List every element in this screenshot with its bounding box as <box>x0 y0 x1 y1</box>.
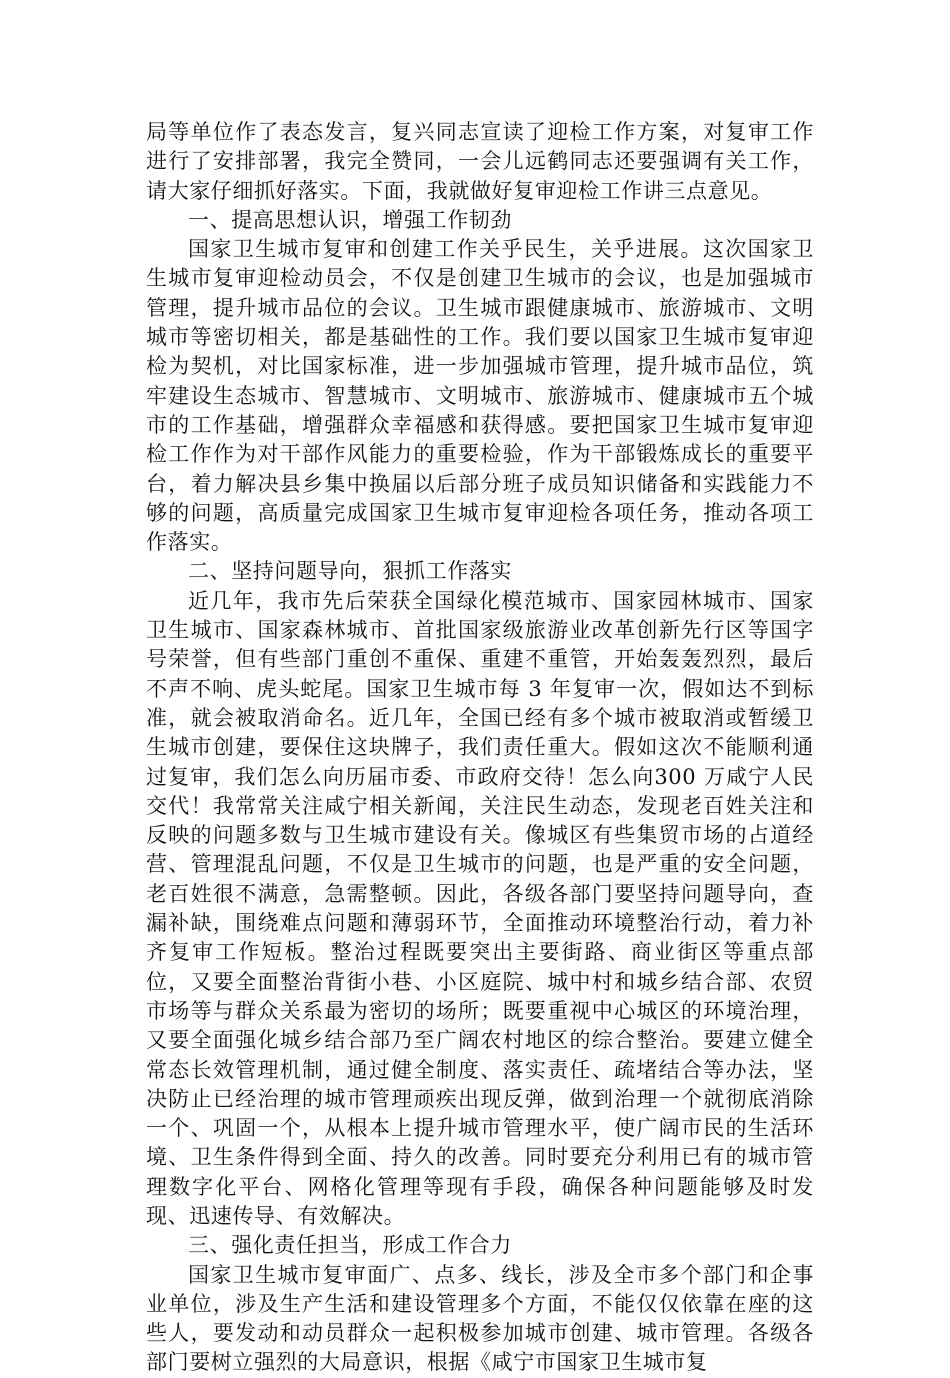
paragraph-intro-continued: 局等单位作了表态发言，复兴同志宣读了迎检工作方案，对复审工作进行了安排部署，我完全赞同，一会儿远鹤同志还要强调有关工作，请大家仔细抓好落实。下面，我就做好复审迎检工作讲三点意见。 <box>146 120 814 203</box>
section-heading-1: 一、提高思想认识，增强工作韧劲 <box>188 207 512 232</box>
document-page <box>146 118 814 1378</box>
paragraph-section-1: 国家卫生城市复审和创建工作关乎民生，关乎进展。这次国家卫生城市复审迎检动员会，不仅是创建卫生城市的会议，也是加强城市管理，提升城市品位的会议。卫生城市跟健康城市、旅游城市、文明城市等密切相关，都是基础性的工作。我们要以国家卫生城市复审迎检为契机，对比国家标准，进一步加强城市管理，提升城市品位，筑牢建设生态城市、智慧城市、文明城市、旅游城市、健康城市五个城市的工作基础，增强群众幸福感和获得感。要把国家卫生城市复审迎检工作作为对干部作风能力的重要检验，作为干部锻炼成长的重要平台，着力解决县乡集中换届以后部分班子成员知识储备和实践能力不够的问题，高质量完成国家卫生城市复审迎检各项任务，推动各项工作落实。 <box>146 237 814 555</box>
paragraph-section-2: 近几年，我市先后荣获全国绿化模范城市、国家园林城市、国家卫生城市、国家森林城市、首批国家级旅游业改革创新先行区等国字号荣誉，但有些部门重创不重保、重建不重管，开始轰轰烈烈，最后不声不响、虎头蛇尾。国家卫生城市每 3 年复审一次，假如达不到标准，就会被取消命名。近几年，全国已经有多个城市被取消或暂缓卫生城市创建，要保住这块牌子，我们责任重大。假如这次不能顺利通过复审，我们怎么向历届市委、市政府交待！怎么向300 万咸宁人民交代！我常常关注咸宁相关新闻，关注民生动态，发现老百姓关注和反映的问题多数与卫生城市建设有关。像城区有些集贸市场的占道经营、管理混乱问题，不仅是卫生城市的问题，也是严重的安全问题，老百姓很不满意，急需整顿。因此，各级各部门要坚持问题导向，查漏补缺，围绕难点问题和薄弱环节，全面推动环境整治行动，着力补齐复审工作短板。整治过程既要突出主要街路、商业街区等重点部位，又要全面整治背街小巷、小区庭院、城中村和城乡结合部、农贸市场等与群众关系最为密切的场所；既要重视中心城区的环境治理，又要全面强化城乡结合部乃至广阔农村地区的综合整治。要建立健全常态长效管理机制，通过健全制度、落实责任、疏堵结合等办法，坚决防止已经治理的城市管理顽疾出现反弹，做到治理一个就彻底消除一个、巩固一个，从根本上提升城市管理水平，使广阔市民的生活环境、卫生条件得到全面、持久的改善。同时要充分利用已有的城市管理数字化平台、网格化管理等现有手段，确保各种问题能够及时发现、迅速传导、有效解决。 <box>146 588 814 1228</box>
paragraph-section-3: 国家卫生城市复审面广、点多、线长，涉及全市多个部门和企事业单位，涉及生产生活和建设管理多个方面，不能仅仅依靠在座的这些人，要发动和动员群众一起积极参加城市创建、城市管理。各级各部门要树立强烈的大局意识，根据《咸宁市国家卫生城市复 <box>146 1262 814 1375</box>
section-heading-2: 二、坚持问题导向，狠抓工作落实 <box>188 559 512 584</box>
section-heading-3: 三、强化责任担当，形成工作合力 <box>188 1233 512 1258</box>
